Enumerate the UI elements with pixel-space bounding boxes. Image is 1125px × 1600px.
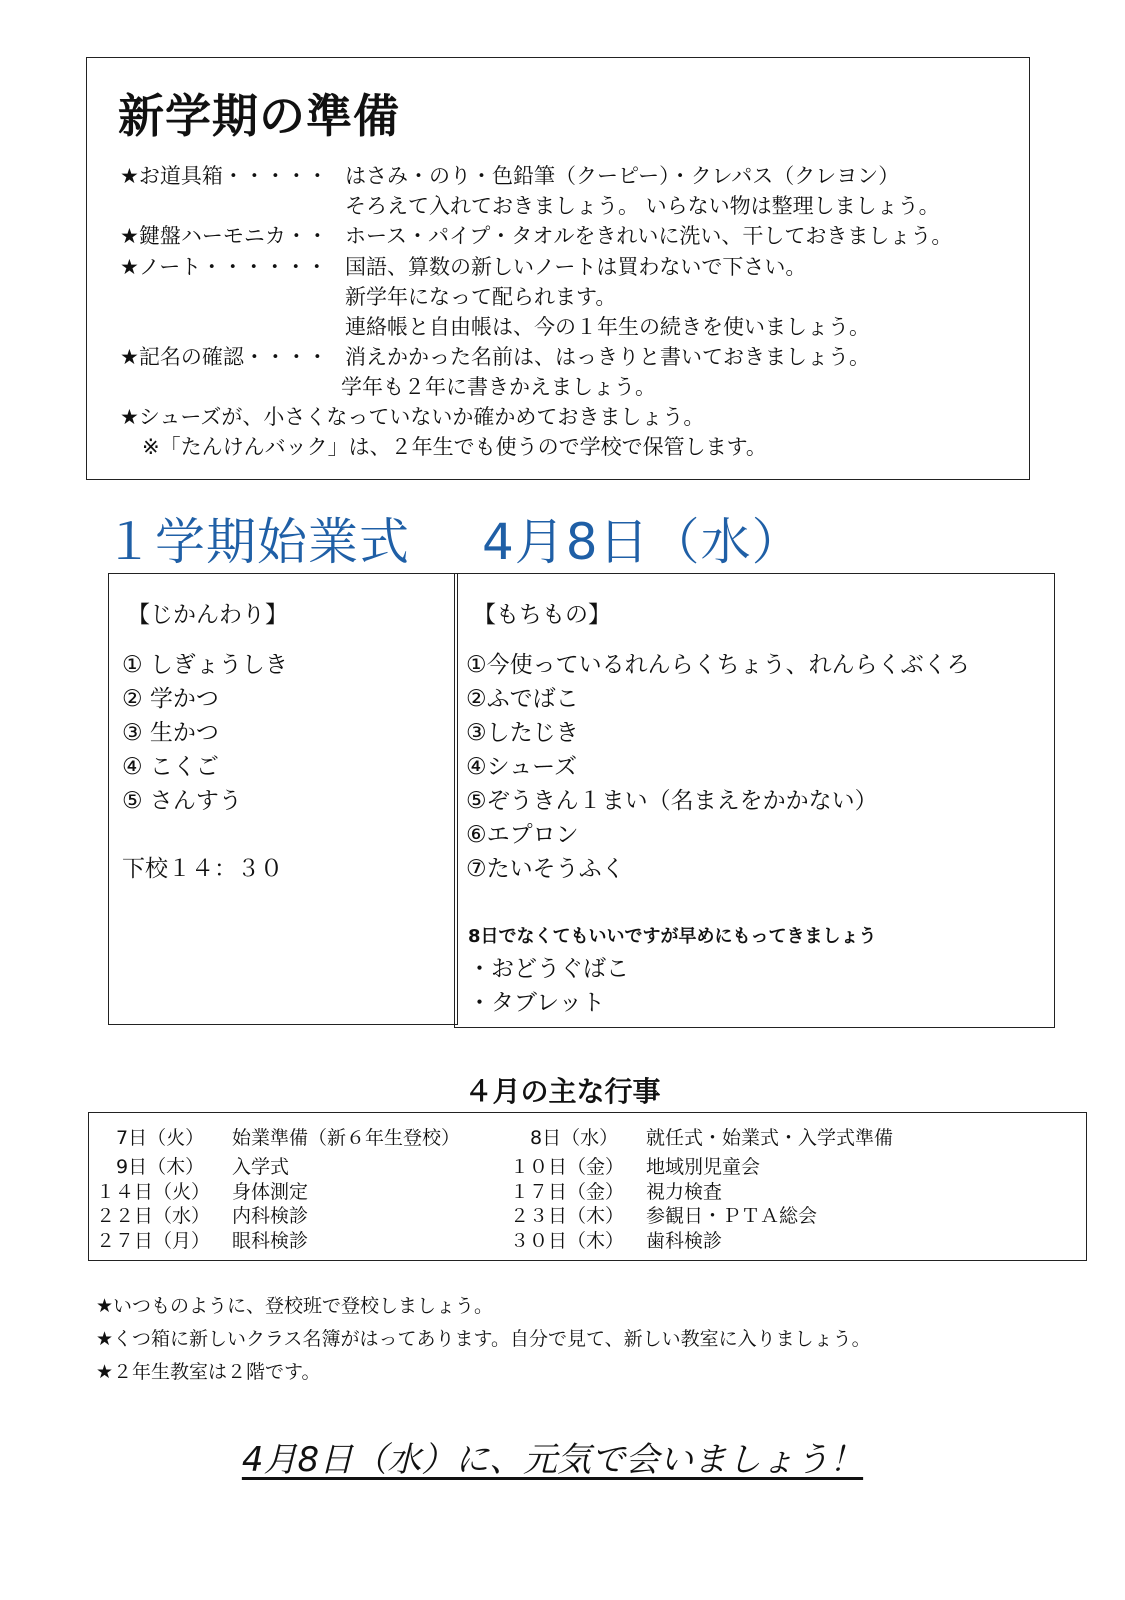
- period-item: ③ 生かつ: [122, 720, 219, 746]
- prep-value-harmonica: ホース・パイプ・タオルをきれいに洗い、干しておきましょう。: [345, 224, 953, 248]
- event-name: 始業準備（新６年生登校）: [232, 1127, 461, 1149]
- event-name: 地域別児童会: [646, 1156, 761, 1178]
- ceremony-title: １学期始業式: [104, 513, 410, 571]
- belonging-item: ①今使っているれんらくちょう、れんらくぶくろ: [466, 652, 970, 678]
- period-item: ② 学かつ: [122, 686, 219, 712]
- prep-value-tools: はさみ・のり・色鉛筆（クーピー）・クレパス（クレヨン）: [345, 164, 900, 188]
- event-name: 就任式・始業式・入学式準備: [646, 1127, 894, 1149]
- dismissal-time: 下校１４：３０: [122, 856, 283, 882]
- belonging-item: ④シューズ: [466, 754, 578, 780]
- prep-shoes: ★シューズが、小さくなっていないか確かめておきましょう。: [120, 405, 705, 429]
- event-name: 入学式: [232, 1156, 290, 1178]
- ceremony-date: 4月8日（水）: [482, 513, 803, 571]
- event-date: ２２日（水）: [96, 1205, 211, 1227]
- event-date: １７日（金）: [510, 1181, 625, 1203]
- belonging-item: ③したじき: [466, 720, 579, 746]
- closing-text: 4月8日（水）に、元気で会いましょう！: [241, 1440, 864, 1480]
- prep-value-tools-2: そろえて入れておきましょう。 いらない物は整理しましょう。: [345, 194, 940, 218]
- belongings-later-note: 8日でなくてもいいですが早めにもってきましょう: [468, 926, 877, 947]
- event-date: 9日（木）: [116, 1156, 205, 1178]
- belonging-item: ⑦たいそうふく: [466, 856, 625, 882]
- period-item: ④ こくご: [122, 754, 219, 780]
- event-date: 8日（水）: [530, 1127, 619, 1149]
- event-name: 眼科検診: [232, 1230, 309, 1252]
- later-item: ・タブレット: [468, 990, 605, 1016]
- preparation-title: 新学期の準備: [118, 89, 400, 143]
- period-item: ① しぎょうしき: [122, 652, 288, 678]
- note-line: ★いつものように、登校班で登校しましょう。: [96, 1295, 494, 1317]
- prep-value-notebook-3: 連絡帳と自由帳は、今の１年生の続きを使いましょう。: [345, 315, 870, 339]
- event-name: 身体測定: [232, 1181, 309, 1203]
- schedule-heading: 【じかんわり】: [127, 602, 288, 628]
- note-line: ★くつ箱に新しいクラス名簿がはってあります。自分で見て、新しい教室に入りましょう。: [96, 1328, 871, 1350]
- prep-value-names: 消えかかった名前は、はっきりと書いておきましょう。: [345, 345, 870, 369]
- event-name: 視力検査: [646, 1181, 723, 1203]
- belonging-item: ⑤ぞうきん１まい（名まえをかかない）: [466, 788, 878, 814]
- prep-value-notebook-2: 新学年になって配られます。: [345, 285, 617, 309]
- prep-note: ※「たんけんバック」は、２年生でも使うので学校で保管します。: [142, 435, 767, 459]
- later-item: ・おどうぐばこ: [468, 956, 629, 982]
- prep-label-harmonica: ★鍵盤ハーモニカ・・: [120, 224, 328, 248]
- event-name: 参観日・ＰＴＡ総会: [646, 1205, 818, 1227]
- prep-label-notebook: ★ノート・・・・・・: [120, 255, 328, 279]
- event-name: 歯科検診: [646, 1230, 723, 1252]
- prep-value-notebook: 国語、算数の新しいノートは買わないで下さい。: [345, 255, 807, 279]
- prep-value-names-2: 学年も２年に書きかえましょう。: [341, 375, 656, 399]
- event-date: ２７日（月）: [96, 1230, 211, 1252]
- note-line: ★２年生教室は２階です。: [96, 1361, 321, 1383]
- event-date: １４日（火）: [96, 1181, 211, 1203]
- belonging-item: ②ふでばこ: [466, 686, 579, 712]
- period-item: ⑤ さんすう: [122, 788, 242, 814]
- event-name: 内科検診: [232, 1205, 309, 1227]
- belongings-heading: 【もちもの】: [473, 602, 611, 628]
- events-heading: ４月の主な行事: [464, 1075, 661, 1108]
- event-date: １０日（金）: [510, 1156, 625, 1178]
- event-date: ２３日（木）: [510, 1205, 625, 1227]
- prep-label-tools: ★お道具箱・・・・・: [120, 164, 328, 188]
- event-date: ３０日（木）: [510, 1230, 625, 1252]
- event-date: 7日（火）: [116, 1127, 205, 1149]
- belonging-item: ⑥エプロン: [466, 822, 579, 848]
- closing-message: [0, 1432, 1105, 1481]
- prep-label-names: ★記名の確認・・・・: [120, 345, 328, 369]
